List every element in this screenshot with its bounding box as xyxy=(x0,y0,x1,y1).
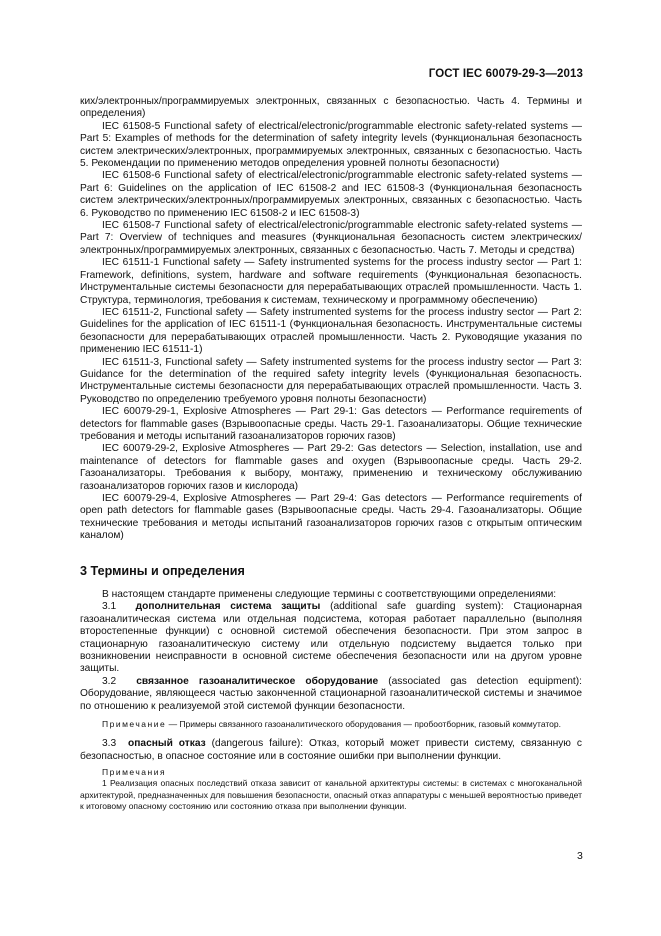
notes-label xyxy=(80,767,582,778)
document-designation: ГОСТ IEC 60079-29-3—2013 xyxy=(428,68,583,80)
term-number: 3.1 xyxy=(102,601,117,613)
section-intro: В настоящем стандарте применены следующие термины с соответствующими определениями: xyxy=(102,589,557,601)
term-number: 3.2 xyxy=(102,675,117,687)
document-body xyxy=(80,96,582,812)
reference-iec-60079-29-1: IEC 60079-29-1, Explosive Atmospheres — Part 29-1: Gas detectors — Performance requirements of detectors for flammable gases (Взрывоопасные среды. Часть 29-1. Газоанализаторы. Общие технические требования и методы испытаний газоанализаторов горючих газов) xyxy=(80,406,582,442)
term-definition: (associated gas detection equipment): Оборудование, являющееся частью законченной стационарной газоаналитической системы и значимое по отношению к реализуемой этой системой функции безопасности. xyxy=(80,675,582,712)
term-name: опасный отказ xyxy=(128,738,206,750)
term-3-3 xyxy=(80,738,582,763)
note-3-2 xyxy=(80,719,582,730)
reference-iec-61511-1: IEC 61511-1 Functional safety — Safety instrumented systems for the process industry sector — Part 1: Framework, definitions, system, hardware and software requirements (Функциональная безопасность. Инструментальные системы безопасности для перерабатывающих отраслей промышленности. Часть 1. Структура, терминология, требования к системам, техническому и программному обеспечению) xyxy=(80,257,582,306)
term-name: дополнительная система защиты xyxy=(135,601,321,613)
term-3-2 xyxy=(80,676,582,713)
note-text: — Примеры связанного газоаналитического оборудования — пробоотборник, газовый коммутатор. xyxy=(166,719,561,730)
reference-iec-61508-5: IEC 61508-5 Functional safety of electrical/electronic/programmable electronic safety-related systems — Part 5: Examples of methods for the determination of safety integrity levels (Функциональная безопасность систем электрических/электронных, программируемых электронных, связанных с безопасностью. Часть 5. Рекомендации по применению методов определения уровней полноты безопасности) xyxy=(80,120,582,170)
section-title: 3 Термины и определения xyxy=(80,563,245,578)
note-label: Примечание xyxy=(102,719,167,730)
reference-iec-61511-2: IEC 61511-2, Functional safety — Safety instrumented systems for the process industry sector — Part 2: Guidelines for the application of IEC 61511-1 (Функциональная безопасность. Инструментальные системы безопасности для перерабатывающих отраслей промышленности. Часть 2. Руководящие указания по применению IEC 61511-1) xyxy=(80,306,582,356)
reference-iec-60079-29-2: IEC 60079-29-2, Explosive Atmospheres — Part 29-2: Gas detectors — Selection, installation, use and maintenance of detectors for flammable gases and oxygen (Взрывоопасные среды. Часть 29-2. Газоанализаторы. Требования к выбору, монтажу, применению и техническому обслуживанию газоанализаторов горючих газов и кислорода) xyxy=(80,443,582,492)
term-number: 3.3 xyxy=(102,738,117,750)
notes-heading: Примечания xyxy=(102,767,167,778)
reference-iec-61508-6: IEC 61508-6 Functional safety of electrical/electronic/programmable electronic safety-related systems — Part 6: Guidelines on the application of IEC 61508-2 and IEC 61508-3 (Функциональная безопасность систем электрических/электронных/программируемых электронных, связанных с безопасностью. Часть 6. Руководство по применению IEC 61508-2 и IEC 61508-3) xyxy=(80,170,582,219)
note-3-3-1: 1 Реализация опасных последствий отказа зависит от канальной архитектуры системы: в системах с многоканальной архитектурой, предназначенных для повышения безопасности, опасный отказ аппаратуры с меньшей вероятностью приведет к итоговому опасному состоянию или состоянию отказа при выполнении функции. xyxy=(80,778,582,811)
term-definition: (dangerous failure): Отказ, который может привести систему, связанную с безопасностью, в опасное состояние или в состояние ошибки при выполнении функции. xyxy=(80,738,582,762)
term-name: связанное газоаналитическое оборудование xyxy=(136,675,379,687)
term-definition: (additional safe guarding system): Стационарная газоаналитическая система или отдельная подсистема, которая работает параллельно (выполняя второстепенные функции) с основной системой обеспечения безопасности. При этом запрос в стационарную газоаналитическую систему или отдельную подсистему выдается только при возникновении неисправности в основной системе обеспечения безопасности или на другом уровне защиты. xyxy=(80,601,582,675)
reference-continuation: ких/электронных/программируемых электронных, связанных с безопасностью. Часть 4. Термины и определения) xyxy=(80,96,582,120)
term-3-1 xyxy=(80,601,582,675)
page-number: 3 xyxy=(577,850,583,862)
reference-iec-61511-3: IEC 61511-3, Functional safety — Safety instrumented systems for the process industry sector — Part 3: Guidance for the determination of the required safety integrity levels (Функциональная безопасность. Инструментальные системы безопасности для перерабатывающих отраслей промышленности. Часть 3. Руководство по определению требуемого уровня полноты безопасности) xyxy=(80,356,582,405)
reference-iec-60079-29-4: IEC 60079-29-4, Explosive Atmospheres — Part 29-4: Gas detectors — Performance requirements of open path detectors for flammable gases (Взрывоопасные среды. Часть 29-4. Газоанализаторы. Общие технические требования и методы испытаний газоанализаторов горючих газов с открытым оптическим каналом) xyxy=(80,493,582,542)
reference-iec-61508-7: IEC 61508-7 Functional safety of electrical/electronic/programmable electronic safety-related systems — Part 7: Overview of techniques and measures (Функциональная безопасность систем электрических/электронных/программируемых электронных, связанных с безопасностью. Часть 7. Методы и средства) xyxy=(80,220,582,256)
